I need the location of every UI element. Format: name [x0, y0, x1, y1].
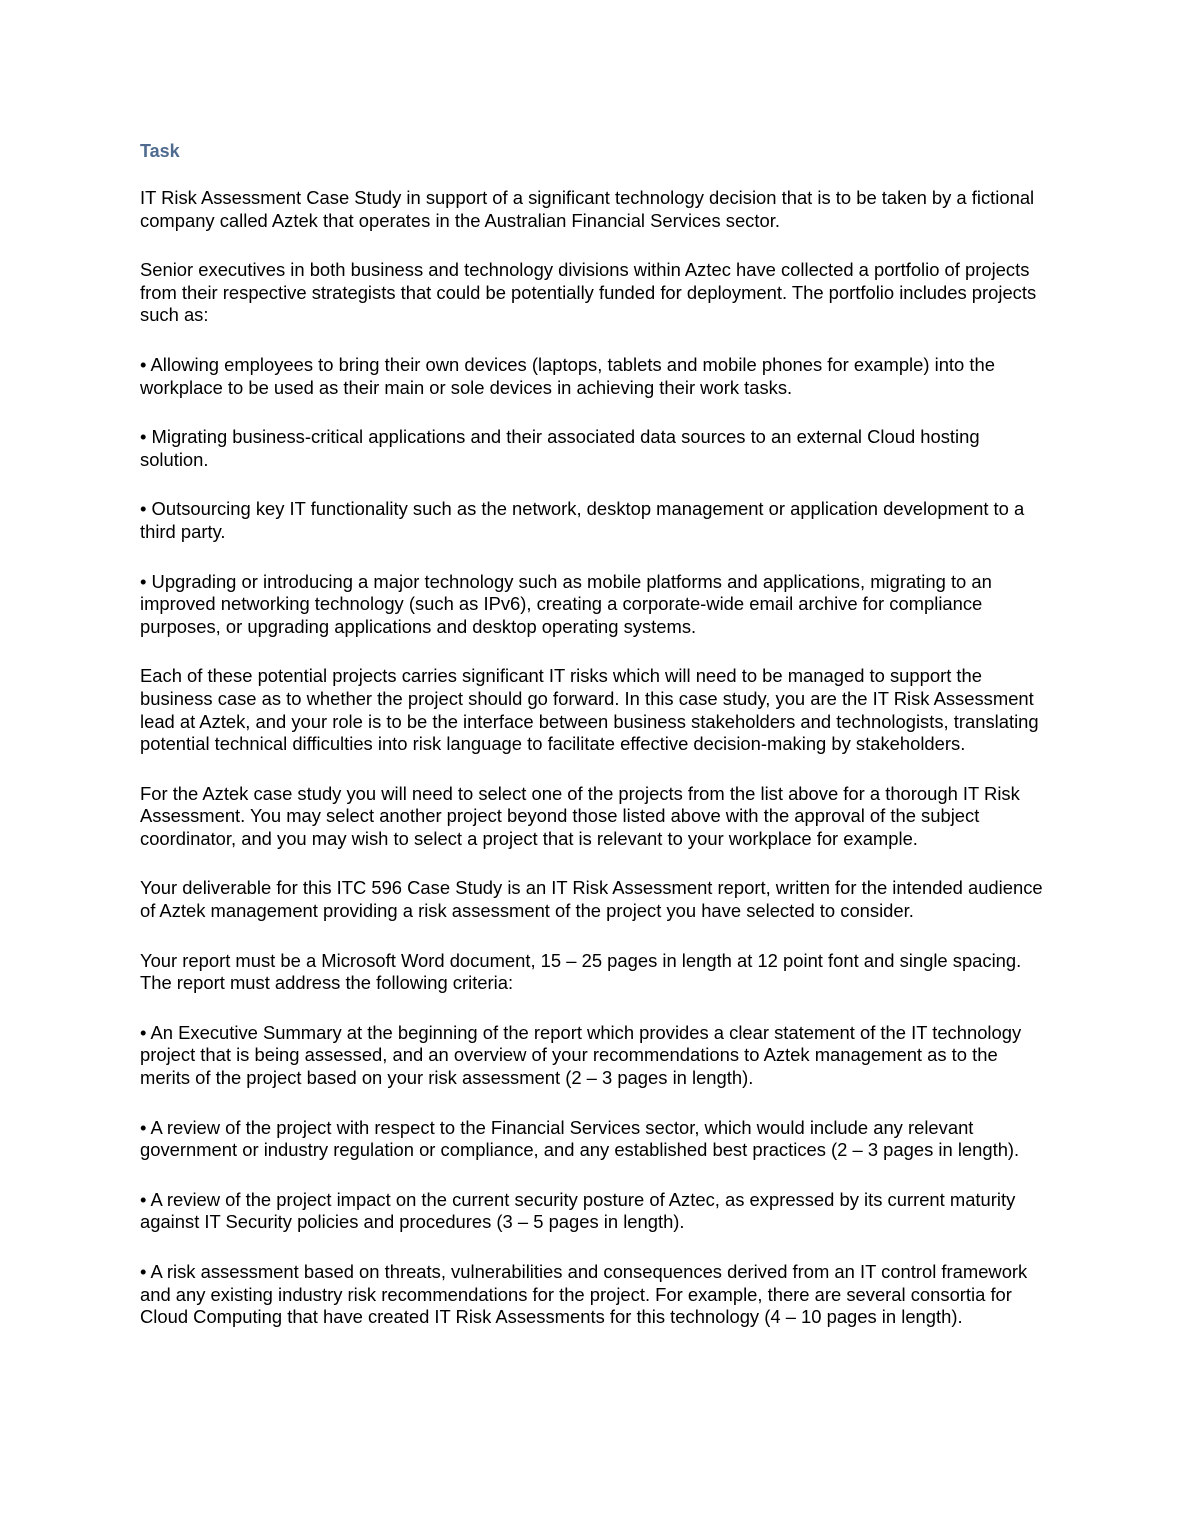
bullet-security-posture: • A review of the project impact on the current security posture of Aztec, as expressed by its current maturity against IT Security policies and procedures (3 – 5 pages in length). [140, 1188, 1016, 1233]
bullet-sector-review: • A review of the project with respect to the Financial Services sector, which would include any relevant government or industry regulation or compliance, and any established best practices (2 – 3 pages in length). [140, 1116, 1020, 1161]
deliverable-paragraph: Your deliverable for this ITC 596 Case Study is an IT Risk Assessment report, written for the intended audience of Aztek management providing a risk assessment of the project you have selected to consider. [140, 877, 1043, 922]
intro-paragraph: IT Risk Assessment Case Study in support of a significant technology decision that is to be taken by a fictional company called Aztek that operates in the Australian Financial Services sector. [140, 187, 1035, 231]
report-format-paragraph: Your report must be a Microsoft Word document, 15 – 25 pages in length at 12 point font and single spacing. The report must address the following criteria: [140, 949, 1022, 994]
bullet-outsourcing: • Outsourcing key IT functionality such as the network, desktop management or application development to a third party. [140, 498, 1025, 542]
section-heading: Task [140, 141, 180, 161]
risk-role-paragraph: Each of these potential projects carries significant IT risks which will need to be managed to support the business case as to whether the project should go forward. In this case study, you are the IT Risk Assessment lead at Aztek, and your role is to be the interface between business stakeholders and technologists, translating potential technical difficulties into risk language to facilitate effective decision-making by stakeholders. [140, 665, 1039, 755]
bullet-upgrading: • Upgrading or introducing a major technology such as mobile platforms and applications, migrating to an improved networking technology (such as IPv6), creating a corporate-wide email archive for compliance purposes, or upgrading applications and desktop operating systems. [140, 570, 992, 637]
bullet-executive-summary: • An Executive Summary at the beginning of the report which provides a clear statement of the IT technology project that is being assessed, and an overview of your recommendations to Aztek management as to the merits of the project based on your risk assessment (2 – 3 pages in length). [140, 1021, 1022, 1089]
bullet-byod: • Allowing employees to bring their own devices (laptops, tablets and mobile phones for example) into the workplace to be used as their main or sole devices in achieving their work tasks. [140, 353, 995, 398]
bullet-risk-assessment: • A risk assessment based on threats, vulnerabilities and consequences derived from an IT control framework and any existing industry risk recommendations for the project. For example, there are several consortia for Cloud Computing that have created IT Risk Assessments for this technology (4 – 10 pages in length). [140, 1261, 1028, 1328]
document-body [140, 139, 1052, 1356]
bullet-cloud-migration: • Migrating business-critical applications and their associated data sources to an external Cloud hosting solution. [140, 426, 980, 470]
project-selection-paragraph: For the Aztek case study you will need to select one of the projects from the list above for a thorough IT Risk Assessment. You may select another project beyond those listed above with the approval of the subject coordinator, and you may wish to select a project that is relevant to your workplace for example. [140, 782, 1020, 849]
portfolio-paragraph: Senior executives in both business and technology divisions within Aztec have collected a portfolio of projects from their respective strategists that could be potentially funded for deployment. The portfolio includes projects such as: [140, 259, 1037, 326]
